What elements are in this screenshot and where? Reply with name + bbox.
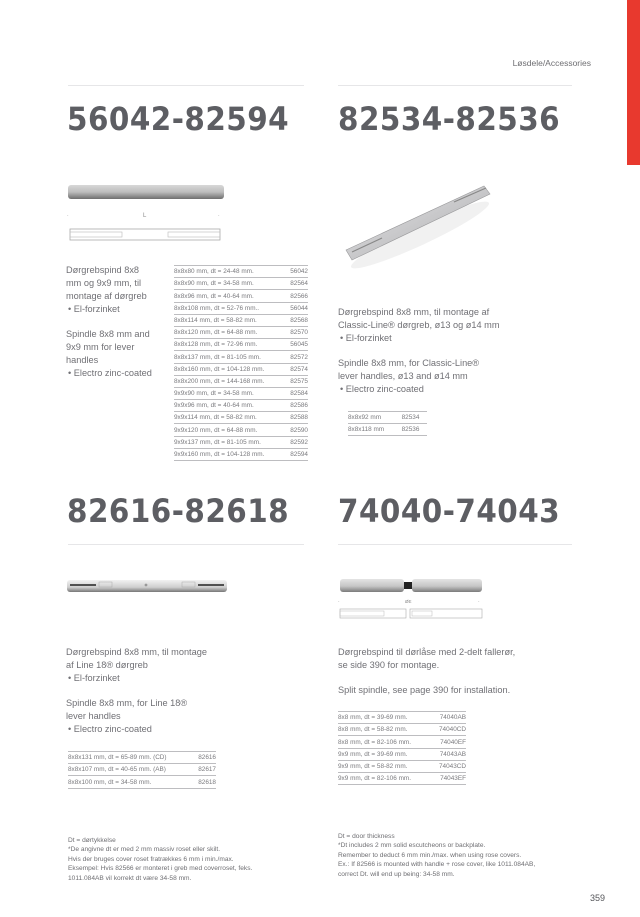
page-number: 359 [590,893,606,903]
table-row: 8x8x100 mm, dt = 34-58 mm. 82618 [68,776,216,788]
table-row: 8x8x120 mm, dt = 64-88 mm. 82570 [174,326,308,338]
product-title: 82534-82536 [338,100,561,138]
table-row: 9x9x114 mm, dt = 58-82 mm. 82588 [174,412,308,424]
table-row: 8x8x128 mm, dt = 72-96 mm. 56045 [174,339,308,351]
spindle-square-icon [66,182,226,242]
table-row: 8x8x80 mm, dt = 24-48 mm. 56042 [174,266,308,278]
table-row: 9x9x120 mm, dt = 64-88 mm. 82590 [174,424,308,436]
section-label: Løsdele/Accessories [512,58,591,68]
product-title: 82616-82618 [67,492,290,530]
table-row: 9x9x90 mm, dt = 34-58 mm. 82584 [174,387,308,399]
table-row: 8x8 mm, dt = 39-69 mm. 74040AB [338,712,466,724]
product-description: Dørgrebspind 8x8 mm og 9x9 mm, til montage af dørgreb • El-forzinket Spindle 8x8 mm and 9x9 mm for lever handles • Electro zinc-coated [66,265,152,378]
product-description: Dørgrebspind 8x8 mm, til montage af Classic-Line® dørgreb, ø13 og ø14 mm • El-forzinket Spindle 8x8 mm, for Classic-Line® lever handles, ø13 and ø14 mm • Electro zinc-coated [338,307,500,394]
spec-table [68,751,216,789]
table-row: 8x8x92 mm 82534 [348,412,427,424]
chapter-tab [627,0,640,165]
table-row: 9x9 mm, dt = 82-106 mm. 74043EF [338,772,466,784]
svg-text:ØE: ØE [405,599,412,604]
table-row: 9x9 mm, dt = 39-69 mm. 74043AB [338,748,466,760]
table-row: 8x8 mm, dt = 82-106 mm. 74040EF [338,736,466,748]
footnote-danish: Dt = dørtykkelse *De angivne dt er med 2 mm massiv roset eller skilt. Hvis der bruges cover roset fratrækkes 6 mm i min./max. Eksempel: Hvis 82566 er monteret i greb med coverroset, feks. 1011.084AB vil korrekt dt være 34-58 mm. [68,837,253,882]
spec-table [348,411,427,436]
svg-text:L: L [143,213,147,219]
table-row: 8x8x90 mm, dt = 34-58 mm. 82564 [174,278,308,290]
svg-text:·: · [338,599,340,605]
table-row: 8x8x114 mm, dt = 58-82 mm. 82568 [174,314,308,326]
table-row: 9x9 mm, dt = 58-82 mm. 74043CD [338,760,466,772]
table-row: 8x8x200 mm, dt = 144-168 mm. 82575 [174,375,308,387]
product-description: Dørgrebspind 8x8 mm, til montage af Line 18® dørgreb • El-forzinket Spindle 8x8 mm, for Line 18® lever handles • Electro zinc-coated [66,647,207,734]
divider [68,85,304,86]
table-row: 8x8x131 mm, dt = 65-89 mm. (CD) 82616 [68,752,216,764]
table-row: 9x9x137 mm, dt = 81-105 mm. 82592 [174,436,308,448]
table-row: 8x8x108 mm, dt = 52-76 mm.. 56044 [174,302,308,314]
footnote-english: Dt = door thickness *Dt includes 2 mm solid escutcheons or backplate. Remember to deduct 6 mm min./max. when using rose covers. Ex.: If 82566 is mounted with handle + rose cover, like 1011.084AB, correct Dt. will end up being: 34-58 mm. [338,833,536,878]
table-row: 8x8 mm, dt = 58-82 mm. 74040CD [338,724,466,736]
table-row: 8x8x118 mm 82536 [348,424,427,436]
product-title: 74040-74043 [338,492,561,530]
product-title: 56042-82594 [67,100,290,138]
product-description: Dørgrebspind til dørlåse med 2-delt fallerør, se side 390 for montage. Split spindle, see page 390 for installation. [338,647,516,695]
svg-text:·: · [218,213,220,219]
table-row: 8x8x160 mm, dt = 104-128 mm. 82574 [174,363,308,375]
svg-text:·: · [67,213,69,219]
table-row: 8x8x107 mm, dt = 40-65 mm. (AB) 82617 [68,764,216,776]
divider [338,544,572,545]
split-spindle-icon [338,577,484,619]
spec-table [338,711,466,785]
table-row: 8x8x96 mm, dt = 40-64 mm. 82566 [174,290,308,302]
divider [68,544,304,545]
table-row: 8x8x137 mm, dt = 81-105 mm. 82572 [174,351,308,363]
divider [338,85,572,86]
table-row: 9x9x96 mm, dt = 40-64 mm. 82586 [174,400,308,412]
spindle-line18-icon [66,577,228,597]
spec-table [174,265,308,461]
table-row: 9x9x160 mm, dt = 104-128 mm. 82594 [174,448,308,460]
svg-text:·: · [478,599,480,605]
spindle-classic-line-icon [342,180,502,270]
